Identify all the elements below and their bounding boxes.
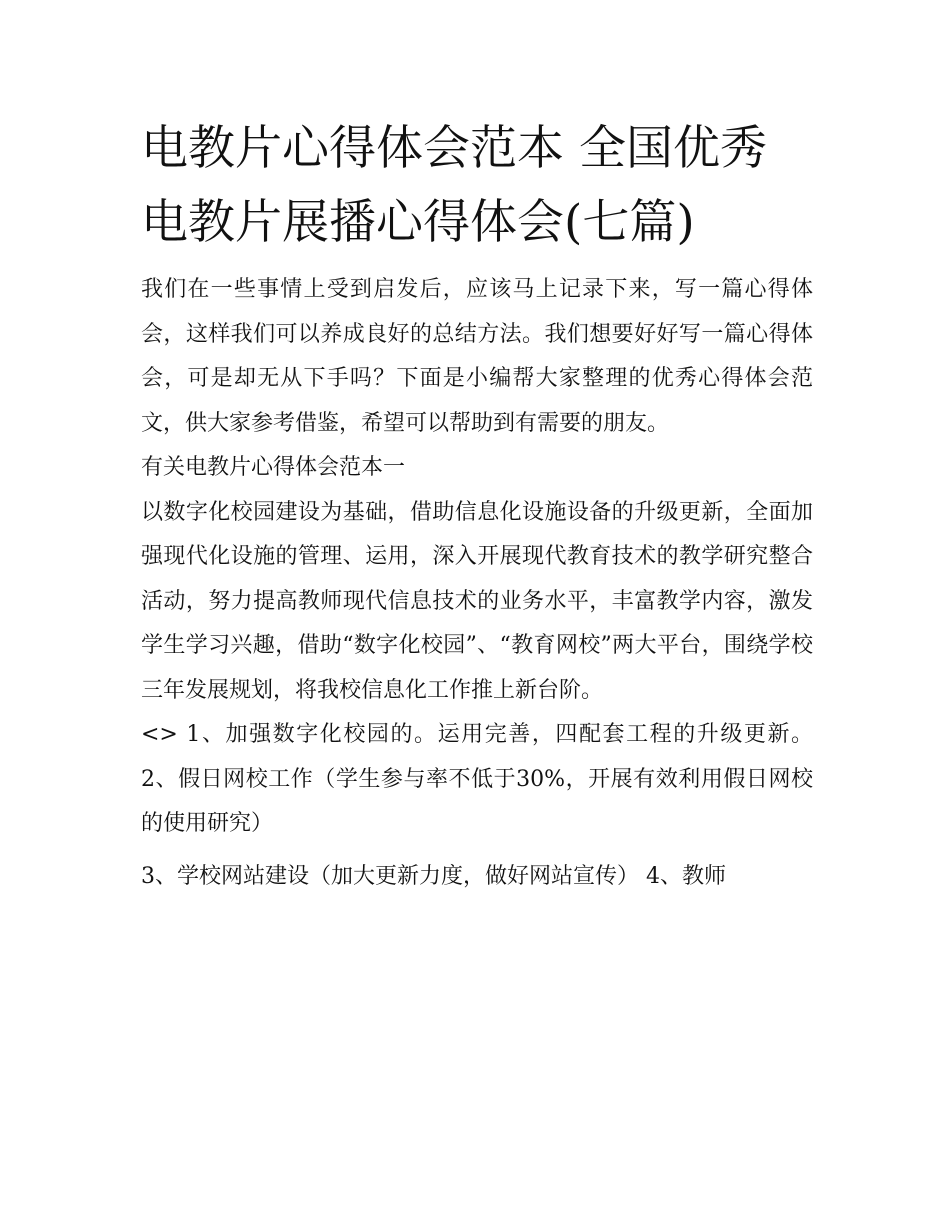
document-title: 电教片心得体会范本 全国优秀 电教片展播心得体会(七篇) [141,121,767,250]
body-paragraph: 以数字化校园建设为基础，借助信息化设施设备的升级更新，全面加强现代化设施的管理、运用，深入开展现代教育技术的教学研究整合活动，努力提高教师现代信息技术的业务水平，丰富教学内容，激发学生学习兴趣，借助“数字化校园”、“教育网校”两大平台，围绕学校三年发展规划，将我校信息化工作推上新台阶。 [141,499,813,703]
section-heading: 有关电教片心得体会范本一 [141,455,406,480]
list-paragraph-2: 3、学校网站建设（加大更新力度，做好网站宣传） 4、教师 [141,863,726,889]
document-page [141,112,813,899]
list-paragraph-1: <> 1、加强数字化校园的。运用完善，四配套工程的升级更新。 2、假日网校工作（学生参与率不低于30%，开展有效利用假日网校的使用研究） [141,722,813,836]
intro-paragraph: 我们在一些事情上受到启发后，应该马上记录下来，写一篇心得体会，这样我们可以养成良好的总结方法。我们想要好好写一篇心得体会，可是却无从下手吗？下面是小编帮大家整理的优秀心得体会范文，供大家参考借鉴，希望可以帮助到有需要的朋友。 [141,277,813,436]
